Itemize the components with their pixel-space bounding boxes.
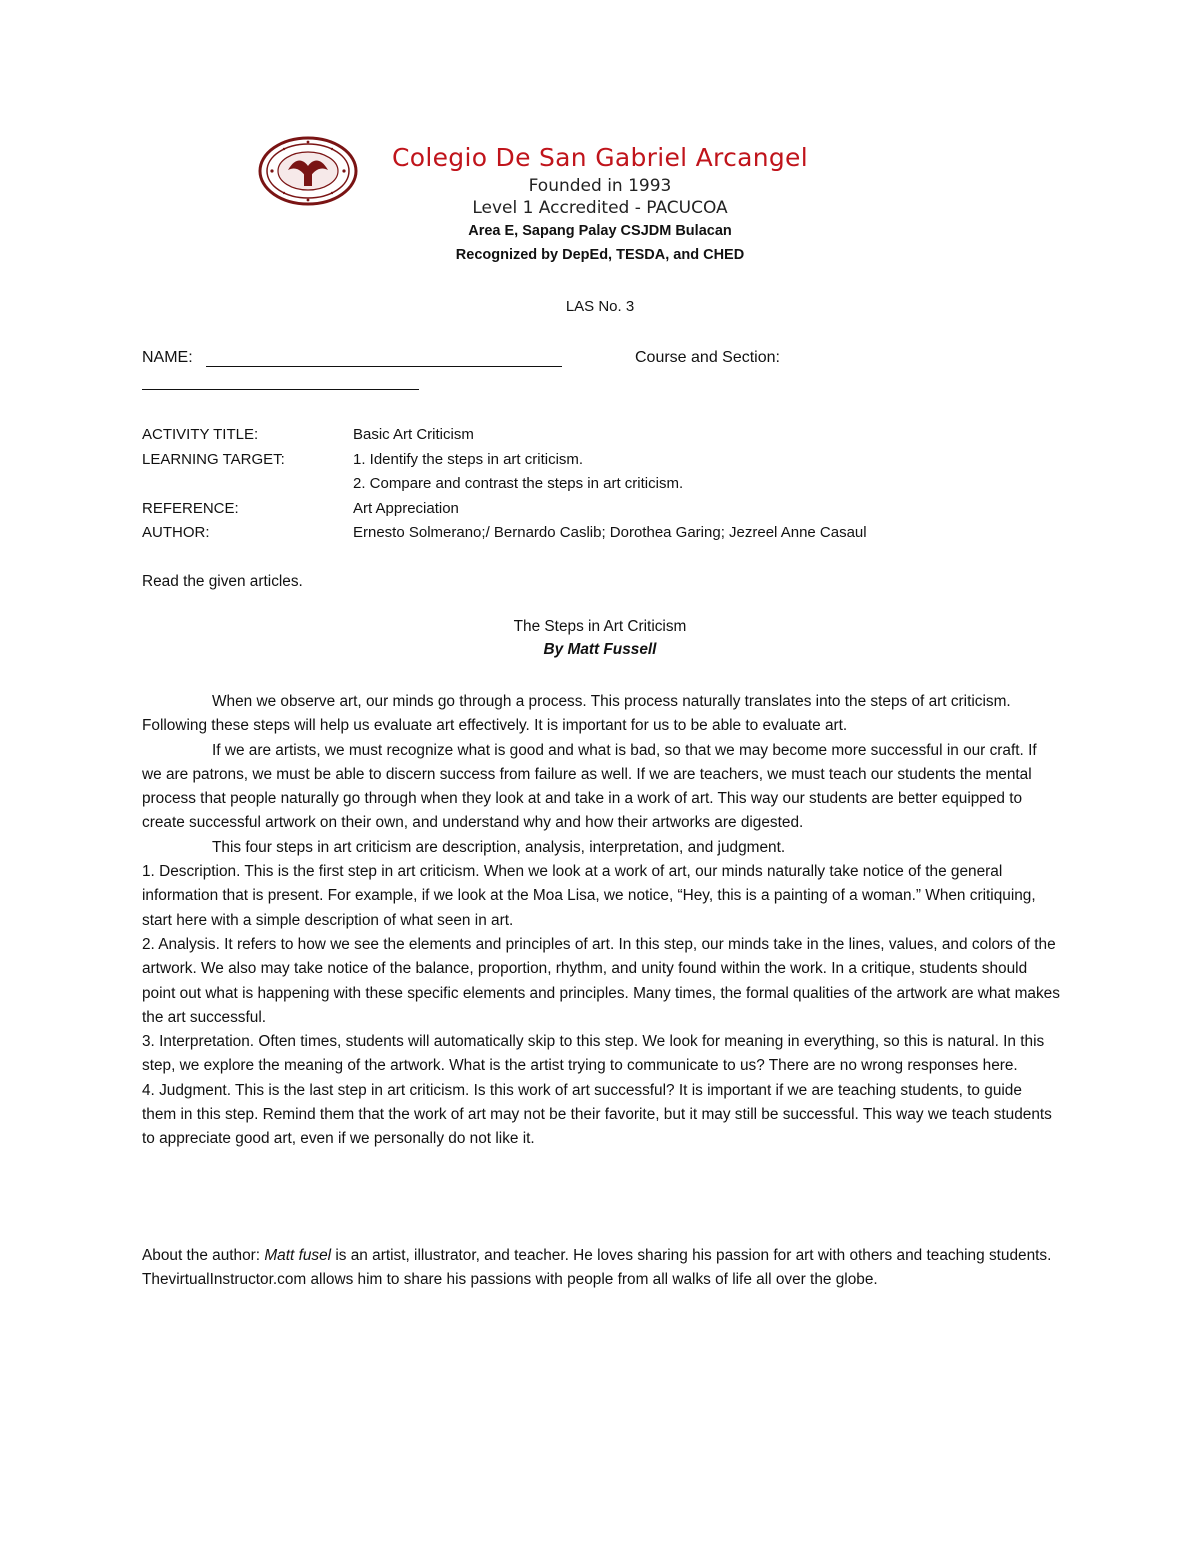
name-label: NAME: — [142, 349, 193, 366]
las-number: LAS No. 3 — [565, 298, 635, 315]
step-interpretation: 3. Interpretation. Often times, students will automatically skip to this step. We look for meaning in everything, so this is natural. In this step, we explore the meaning of the artwork. What is the artist trying to communicate to us? There are no wrong responses here. — [142, 1033, 1045, 1075]
recognition: Recognized by DepEd, TESDA, and CHED — [455, 247, 745, 263]
school-name: Colegio De San Gabriel Arcangel — [392, 143, 808, 172]
learning-target-1: 1. Identify the steps in art criticism. — [353, 450, 584, 468]
about-author — [142, 1244, 1060, 1293]
founded-year: Founded in 1993 — [528, 176, 672, 196]
paragraph-artists: If we are artists, we must recognize what is good and what is bad, so that we may become more successful in our craft. If we are patrons, we must be able to discern success from failure as well. If we are teachers, we must teach our students the mental process that people naturally go through when they look at and take in a work of art. This way our students are better equipped to create successful artwork on their own, and understand why and how their artworks are digested. — [142, 741, 1037, 832]
activity-title-value: Basic Art Criticism — [353, 426, 474, 443]
step-judgment: 4. Judgment. This is the last step in art criticism. Is this work of art successful? It is important if we are teaching students, to guide them in this step. Remind them that the work of art may not be their favorite, but it may still be successful. This way we teach students to appreciate good art, even if we personally do not like it. — [142, 1081, 1052, 1148]
learning-target-label: LEARNING TARGET: — [142, 450, 285, 468]
course-section-field[interactable] — [142, 389, 419, 390]
school-address: Area E, Sapang Palay CSJDM Bulacan — [468, 223, 732, 239]
learning-target-row — [142, 451, 1042, 476]
reference-value: Art Appreciation — [353, 499, 459, 517]
article-byline: By Matt Fussell — [543, 641, 657, 658]
article-body — [142, 690, 1060, 1152]
activity-title-row — [142, 426, 1042, 451]
learning-target-2: 2. Compare and contrast the steps in art criticism. — [353, 475, 684, 492]
activity-info — [142, 426, 1042, 549]
learning-target-row-2 — [142, 475, 1042, 500]
about-author-name: Matt fusel — [264, 1247, 332, 1264]
paragraph-intro: When we observe art, our minds go through a process. This process naturally translates into the steps of art criticism. Following these steps will help us evaluate art effectively. It is important for us to be able to evaluate art. — [142, 693, 1011, 735]
about-author-text: is an artist, illustrator, and teacher. He loves sharing his passion for art with others and teaching students. ThevirtualInstructor.com allows him to share his passions with people from all walks of life all over the globe. — [142, 1247, 1052, 1289]
author-row — [142, 524, 1042, 549]
article-title: The Steps in Art Criticism — [513, 618, 687, 635]
about-author-label: About the author: — [142, 1247, 265, 1264]
author-value: Ernesto Solmerano;/ Bernardo Caslib; Dorothea Garing; Jezreel Anne Casaul — [353, 524, 867, 541]
step-description: 1. Description. This is the first step in art criticism. When we look at a work of art, our minds naturally take notice of the general information that is present. For example, if we look at the Moa Lisa, we notice, “Hey, this is a painting of a woman.” When critiquing, start here with a simple description of what seen in art. — [142, 863, 1036, 929]
reference-label: REFERENCE: — [142, 499, 239, 517]
step-analysis: 2. Analysis. It refers to how we see the elements and principles of art. In this step, our minds take in the lines, values, and colors of the artwork. We also may take notice of the balance, proportion, rhythm, and unity found within the work. In a critique, students should point out what is happening with these specific elements and principles. Many times, the formal qualities of the artwork are what makes the art successful. — [142, 935, 1060, 1026]
activity-title-label: ACTIVITY TITLE: — [142, 426, 259, 443]
accreditation: Level 1 Accredited - PACUCOA — [472, 198, 728, 218]
instruction-text: Read the given articles. — [142, 573, 303, 590]
author-label: AUTHOR: — [142, 524, 210, 541]
reference-row — [142, 500, 1042, 525]
course-section-label: Course and Section: — [635, 349, 780, 366]
paragraph-four-steps: This four steps in art criticism are description, analysis, interpretation, and judgment. — [212, 838, 786, 856]
name-field[interactable] — [206, 366, 562, 367]
